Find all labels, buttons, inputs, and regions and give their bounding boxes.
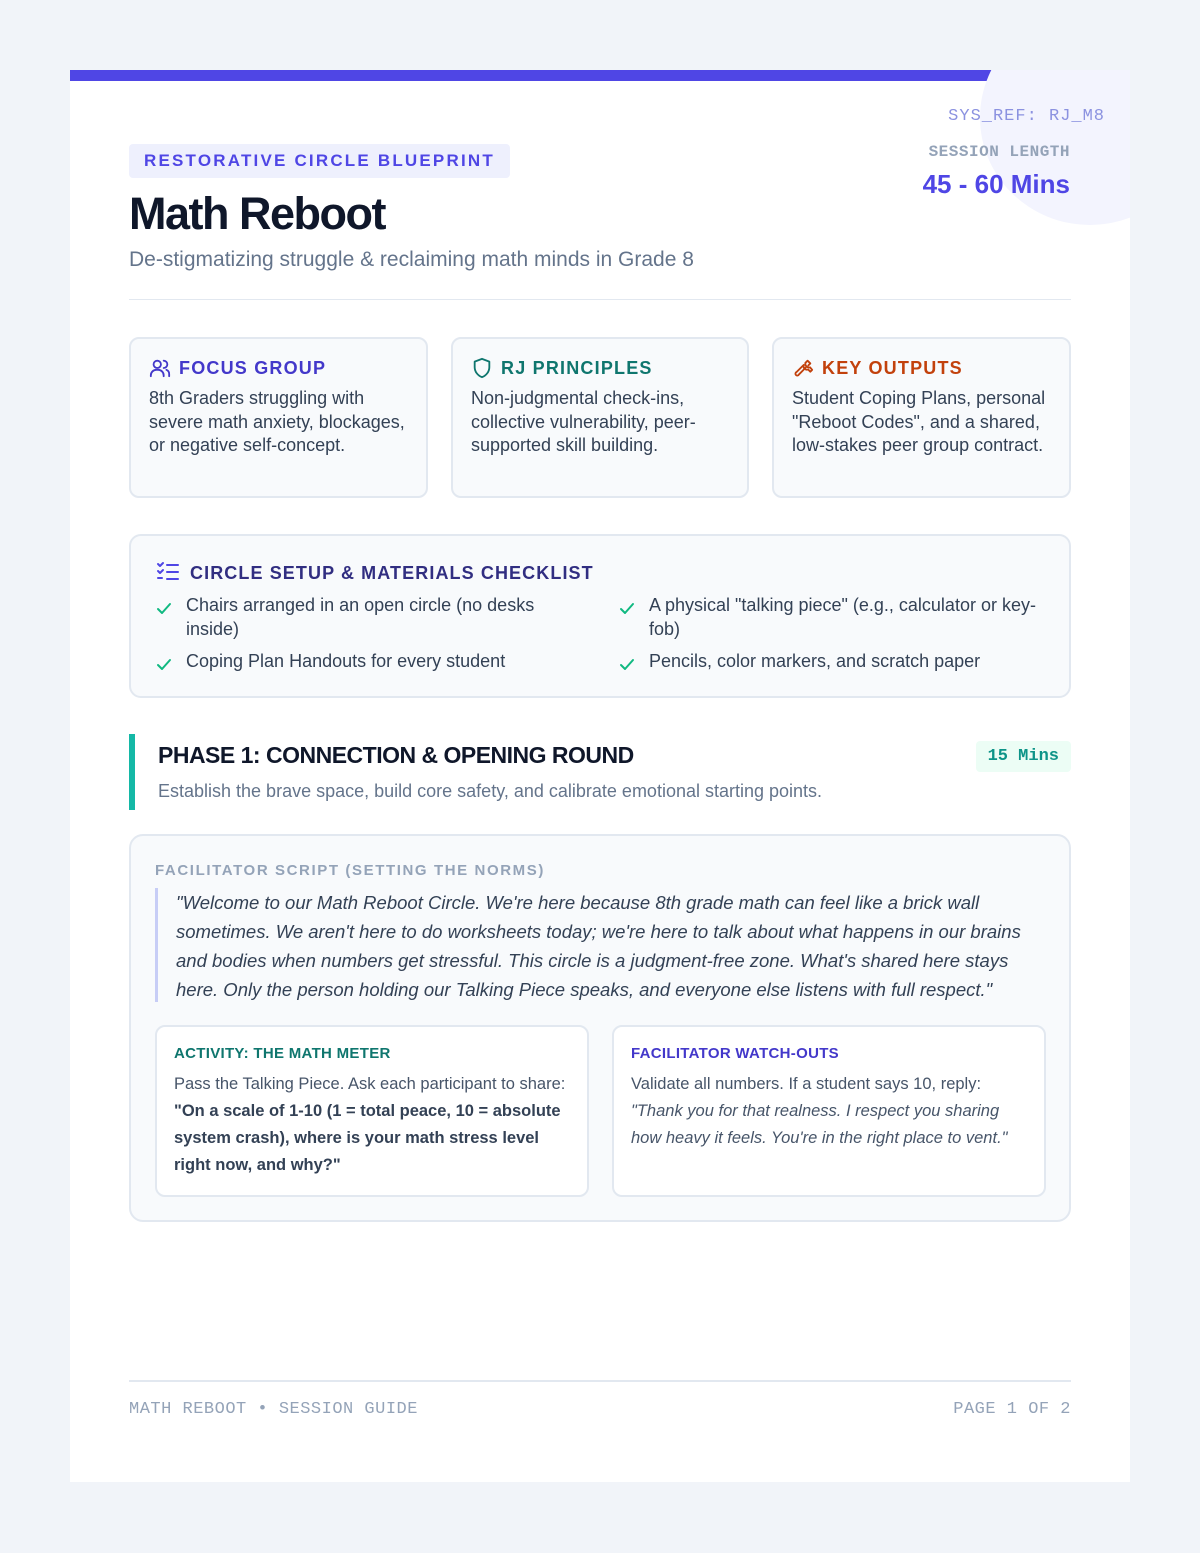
checklist-item-text: Chairs arranged in an open circle (no desks inside) [186,595,535,639]
rj-principles-card [451,337,749,498]
watch-outs-intro: Validate all numbers. If a student says 10, reply: [631,1075,982,1093]
list-check-icon [156,560,180,587]
check-icon [619,594,637,641]
activity-card [155,1025,589,1197]
phase-description: Establish the brave space, build core safety, and calibrate emotional starting points. [158,781,823,801]
activity-prompt: "On a scale of 1-10 (1 = total peace, 10 = absolute system crash), where is your math stress level right now, and why?" [174,1102,561,1174]
footer-divider [129,1380,1071,1382]
card-title: KEY OUTPUTS [822,357,963,378]
facilitator-script-panel [129,834,1071,1222]
watch-outs-title: FACILITATOR WATCH-OUTS [631,1045,839,1062]
shield-icon [471,357,493,379]
page-title: Math Reboot [129,188,385,239]
key-outputs-card [772,337,1071,498]
checklist-item [619,594,1049,641]
phase-duration-badge: 15 Mins [976,741,1071,772]
checklist-item-text: Pencils, color markers, and scratch paper [649,651,981,671]
check-icon [156,650,174,679]
document-kicker-badge: RESTORATIVE CIRCLE BLUEPRINT [129,144,510,178]
document-page [70,70,1130,1482]
users-icon [149,357,171,379]
script-label: FACILITATOR SCRIPT (SETTING THE NORMS) [155,862,545,879]
system-reference: SYS_REF: RJ_M8 [948,107,1105,126]
check-icon [156,594,174,641]
session-length-value: 45 - 60 Mins [922,169,1070,199]
page-subtitle: De-stigmatizing struggle & reclaiming math minds in Grade 8 [129,248,694,271]
phase-accent-bar [129,734,135,810]
session-length-label: SESSION LENGTH [928,143,1070,161]
card-body: Student Coping Plans, personal "Reboot Codes", and a shared, low-stakes peer group contract. [792,388,1046,455]
activity-body [174,1071,570,1179]
watch-outs-card [612,1025,1046,1197]
header-divider [129,299,1071,300]
activity-title: ACTIVITY: THE MATH METER [174,1045,391,1062]
activity-intro: Pass the Talking Piece. Ask each participant to share: [174,1075,566,1093]
card-title: FOCUS GROUP [179,357,327,378]
accent-top-bar [70,70,1130,81]
checklist-item [156,650,596,679]
script-quote: "Welcome to our Math Reboot Circle. We're here because 8th grade math can feel like a brick wall sometimes. We aren't here to do worksheets today; we're here to talk about what happens in our brains and bodies when numbers get stressful. This circle is a judgment-free zone. What's shared here stays here. Only the person holding our Talking Piece speaks, and everyone else listens with full respect." [176,892,1021,1000]
checklist-item [156,594,576,641]
watch-outs-body [631,1071,1027,1152]
card-body: Non-judgmental check-ins, collective vulnerability, peer-supported skill building. [471,388,696,455]
checklist-item-text: A physical "talking piece" (e.g., calculator or key-fob) [649,595,1036,639]
check-icon [619,650,637,679]
checklist-title: CIRCLE SETUP & MATERIALS CHECKLIST [190,563,594,583]
footer-page-number: PAGE 1 OF 2 [953,1400,1071,1419]
focus-group-card [129,337,428,498]
card-body: 8th Graders struggling with severe math anxiety, blockages, or negative self-concept. [149,388,405,455]
card-title: RJ PRINCIPLES [501,357,653,378]
materials-checklist [129,534,1071,698]
watch-outs-reply: "Thank you for that realness. I respect you sharing how heavy it feels. You're in the right place to vent." [631,1102,1008,1147]
footer-document-name: MATH REBOOT • SESSION GUIDE [129,1400,418,1419]
quote-accent-bar [155,888,158,1002]
phase-title: PHASE 1: CONNECTION & OPENING ROUND [158,742,634,768]
checklist-item [619,650,1049,679]
wrench-icon [792,357,814,379]
checklist-item-text: Coping Plan Handouts for every student [186,651,506,671]
